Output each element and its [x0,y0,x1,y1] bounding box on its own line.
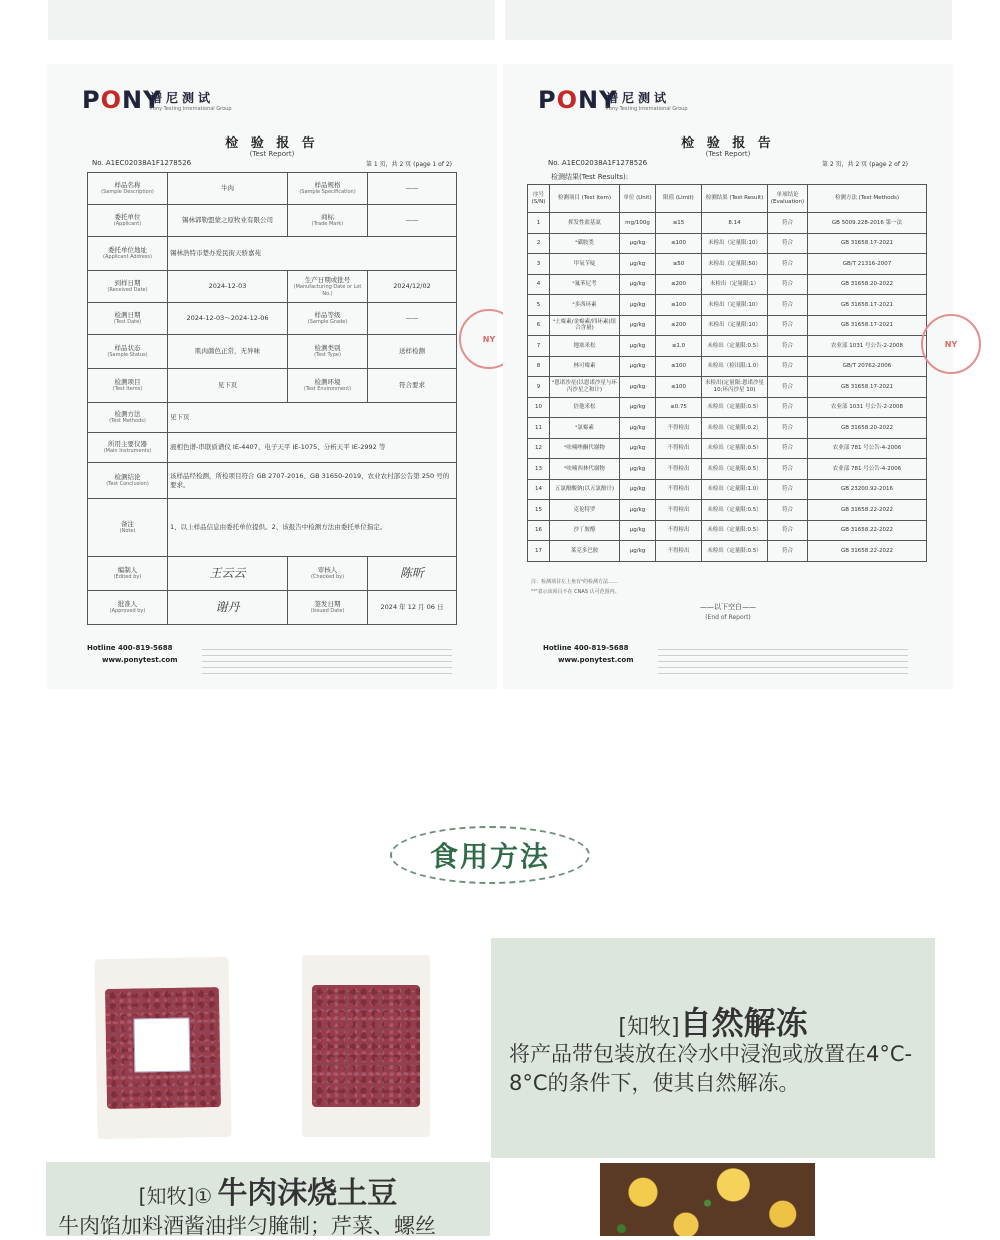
table-row [528,438,927,459]
table-cell: μg/kg [620,520,656,541]
hotline: Hotline 400-819-5688 [543,644,629,652]
minced-beef-icon [312,985,420,1107]
report-info-table [87,172,457,625]
table-row [528,233,927,254]
brand-en: Pony Testing International Group [150,106,232,112]
table-cell: μg/kg [620,397,656,418]
table-cell: GB 31658.17-2021 [808,295,927,316]
table-cell: ≤200 [656,315,702,336]
table-cell: 12 [528,438,550,459]
table-cell: 未检出（定量限:0.2） [702,418,768,439]
table-cell: μg/kg [620,418,656,439]
table-cell: ᵃ磺胺类 [550,233,620,254]
thaw-title: [知牧]自然解冻 [618,1004,808,1042]
table-cell: ≤1.0 [656,336,702,357]
table-row: 批准人 (Approved by) 谢丹 签发日期 (Issued Date) 2024 年 12 月 06 日 [88,591,457,625]
table-cell: 10 [528,397,550,418]
table-cell: 符合 [768,438,808,459]
recipe-text: 牛肉馅加料酒酱油拌匀腌制；芹菜、螺丝 [58,1214,436,1238]
table-cell: 符合 [768,520,808,541]
hotline: Hotline 400-819-5688 [87,644,173,652]
table-cell: 未检出（检出限:1.0） [702,356,768,377]
table-cell: ᵃ呋喃西林代谢物 [550,459,620,480]
table-cell: 符合 [768,213,808,234]
table-cell: 农业部 1031 号公告-2-2008 [808,397,927,418]
recipe-title: [知牧]① 牛肉沫烧土豆 [138,1176,398,1211]
table-cell: 7 [528,336,550,357]
results-table [527,184,927,562]
table-cell: GB 31658.17-2021 [808,315,927,336]
table-cell: GB 31658.20-2022 [808,274,927,295]
pony-logo: PONY [538,86,618,114]
table-cell: 17 [528,541,550,562]
table-cell: 莱克多巴胺 [550,541,620,562]
table-cell: 不得检出 [656,500,702,521]
thaw-text: 将产品带包装放在冷水中浸泡或放置在4°C-8°C的条件下，使其自然解冻。 [509,1042,913,1096]
table-cell: μg/kg [620,438,656,459]
report-subtitle: (Test Report) [249,150,295,158]
table-cell: 11 [528,418,550,439]
table-cell: GB 31658.22-2022 [808,520,927,541]
packaged-beef-image [94,957,231,1139]
table-cell: 13 [528,459,550,480]
table-cell: 8 [528,356,550,377]
table-cell: GB/T 20762-2006 [808,356,927,377]
table-row [528,356,927,377]
end-of-report: ——以下空白—— [700,603,756,611]
table-cell: GB 31658.20-2022 [808,418,927,439]
table-cell: 未检出（定量限:1.0） [702,479,768,500]
website: www.ponytest.com [558,656,634,664]
table-row: 备注 (Note) 1、以上样品信息由委托单位提供。2、该报告中检测方法由委托单位指定。 [88,499,457,557]
table-cell: 符合 [768,418,808,439]
report-title: 检 验 报 告 [681,136,775,151]
recipe-panel [46,1162,490,1236]
table-cell: μg/kg [620,356,656,377]
table-cell: 不得检出 [656,438,702,459]
table-row [528,418,927,439]
thaw-instructions-panel [491,938,935,1158]
test-report-page-2 [503,64,958,689]
table-cell: 甲氧苄啶 [550,254,620,275]
table-cell: 未检出（定量限:0.5） [702,336,768,357]
results-label: 检测结果(Test Results): [551,173,629,181]
table-cell: 挥发性盐基氮 [550,213,620,234]
table-cell: 不得检出 [656,479,702,500]
table-cell: 五氯酚酸钠(以五氯酚计) [550,479,620,500]
table-row: 样品状态 (Sample Status) 肌肉颜色正常，无异味 检测类别 (Test Type) 送样检测 [88,335,457,369]
table-cell: ᵃ呋喃唑酮代谢物 [550,438,620,459]
pony-logo: PONY [82,86,162,114]
table-cell: 沙丁胺醇 [550,520,620,541]
table-cell: GB 5009.228-2016 第一法 [808,213,927,234]
usage-method-badge [390,826,590,884]
page-indicator: 第 1 页，共 2 页 (page 1 of 2) [366,161,452,168]
table-row [528,397,927,418]
report-number: No. A1EC02038A1F1278526 [92,159,192,167]
table-cell: ≤0.75 [656,397,702,418]
table-cell: 未检出（定量限:0.5） [702,520,768,541]
table-cell: ≤50 [656,254,702,275]
table-cell: 符合 [768,315,808,336]
table-row [528,213,927,234]
table-cell: μg/kg [620,274,656,295]
table-cell: GB 31658.17-2021 [808,233,927,254]
table-row [528,377,927,398]
table-cell: 符合 [768,254,808,275]
table-row [528,541,927,562]
table-cell: 农业部 781 号公告-4-2006 [808,459,927,480]
table-row: 所用主要仪器 (Main Instruments) 液相色谱-串联质谱仪 IE-4407、电子天平 IE-1075、分析天平 IE-2992 等 [88,433,457,463]
table-row: 编制人 (Edited by) 王云云 审核人 (Checked by) 陈昕 [88,557,457,591]
table-cell: 倍他米松 [550,397,620,418]
footer-fine-print [658,644,908,674]
table-cell: 4 [528,274,550,295]
report-title: 检 验 报 告 [225,136,319,151]
table-cell: 符合 [768,459,808,480]
end-of-report-en: (End of Report) [705,614,751,621]
table-cell: 地塞米松 [550,336,620,357]
table-cell: 16 [528,520,550,541]
website: www.ponytest.com [102,656,178,664]
previous-image-strip-left [48,0,495,40]
table-cell: 符合 [768,233,808,254]
table-cell: 3 [528,254,550,275]
brand-en: Pony Testing International Group [606,106,688,112]
package-label [133,1018,190,1073]
table-row: 检测结论 (Test Conclusion) 该样品经检测，所检项目符合 GB 2707-2016、GB 31650-2019、农业农村部公告第 250 号的要求。 [88,463,457,499]
table-cell: ≤100 [656,233,702,254]
table-cell: 符合 [768,479,808,500]
test-report-page-1 [47,64,497,689]
table-cell: GB/T 21316-2007 [808,254,927,275]
table-cell: GB 23200.92-2016 [808,479,927,500]
table-cell: 14 [528,479,550,500]
table-row: 检测日期 (Test Date) 2024-12-03～2024-12-06 样品等级 (Sample Grade) —— [88,303,457,335]
table-cell: 符合 [768,541,808,562]
table-row [528,459,927,480]
table-row [528,336,927,357]
table-cell: ≤100 [656,377,702,398]
table-cell: 符合 [768,336,808,357]
table-cell: mg/100g [620,213,656,234]
table-cell: ᵃ氟苯尼考 [550,274,620,295]
table-row [528,520,927,541]
table-cell: 未检出(定量限:恩诺沙星 10;环丙沙星 10) [702,377,768,398]
table-cell: 未检出（定量限:0.5） [702,397,768,418]
table-cell: 8.14 [702,213,768,234]
table-row: 到样日期 (Received Date) 2024-12-03 生产日期或批号 (Manufacturing Date or Lot No.) 2024/12/02 [88,271,457,303]
table-cell: 5 [528,295,550,316]
usage-method-title: 食用方法 [429,840,550,873]
checker-signature: 陈昕 [368,557,457,591]
table-cell: GB 31658.22-2022 [808,500,927,521]
table-cell: 符合 [768,397,808,418]
table-cell: GB 31658.17-2021 [808,377,927,398]
footer-fine-print [202,644,452,674]
table-cell: 农业部 781 号公告-4-2006 [808,438,927,459]
table-row: 检测方法 (Test Methods) 见下页 [88,403,457,433]
table-cell: ᵃ氯霉素 [550,418,620,439]
table-cell: ᵃ土霉素/金霉素/四环素(组合含量) [550,315,620,336]
table-cell: 符合 [768,377,808,398]
table-cell: 克伦特罗 [550,500,620,521]
table-row [528,274,927,295]
issued-date: 2024 年 12 月 06 日 [368,591,457,625]
table-row [528,295,927,316]
table-cell: 6 [528,315,550,336]
beef-potato-dish-image [600,1163,815,1236]
table-row: 委托单位地址 (Applicant Address) 锡林浩特市楚办爱民街天骄嘉苑 [88,237,457,271]
table-cell: μg/kg [620,479,656,500]
table-cell: 符合 [768,274,808,295]
results-note: 注：检测项目左上角有ᵃ的检测方法…… [531,579,618,585]
table-cell: 1 [528,213,550,234]
table-cell: μg/kg [620,336,656,357]
table-cell: 未检出（定量限:10） [702,315,768,336]
table-row [528,479,927,500]
table-row [528,315,927,336]
table-cell: 不得检出 [656,459,702,480]
table-cell: 符合 [768,500,808,521]
report-number: No. A1EC02038A1F1278526 [548,159,648,167]
table-row: 样品名称 (Sample Description) 牛肉 样品规格 (Sample Specification) —— [88,173,457,205]
table-cell: μg/kg [620,459,656,480]
previous-image-strip-right [505,0,952,40]
table-header-row: 序号 (S/N) 检测项目 (Test Item) 单位 (Unit) 限值 (Limit) 检测结果 (Test Result) 单项结论 (Evaluation) 检测方法 (Test Methods) [528,185,927,213]
table-cell: 15 [528,500,550,521]
table-cell: ≤200 [656,274,702,295]
table-cell: μg/kg [620,315,656,336]
table-cell: 符合 [768,295,808,316]
table-cell: 不得检出 [656,520,702,541]
table-row: 委托单位 (Applicant) 锡林郭勒盟蒙之原牧业有限公司 商标 (Trade Mark) —— [88,205,457,237]
table-cell: μg/kg [620,541,656,562]
packaged-beef-back-image [302,955,430,1137]
table-cell: ≤15 [656,213,702,234]
table-cell: 未检出（定量限:1） [702,274,768,295]
table-cell: 未检出（定量限:10） [702,233,768,254]
table-row [528,500,927,521]
table-cell: 不得检出 [656,541,702,562]
table-cell: 未检出（定量限:0.5） [702,459,768,480]
report-subtitle: (Test Report) [705,150,751,158]
table-cell: GB 31658.22-2022 [808,541,927,562]
table-cell: 2 [528,233,550,254]
official-seal-icon: NY [921,314,981,374]
table-cell: 未检出（定量限:0.5） [702,438,768,459]
table-cell: μg/kg [620,500,656,521]
table-cell: 未检出（定量限:10） [702,295,768,316]
table-cell: ≤100 [656,295,702,316]
table-cell: μg/kg [620,377,656,398]
table-cell: 不得检出 [656,418,702,439]
table-cell: 9 [528,377,550,398]
table-cell: 未检出（定量限:0.5） [702,500,768,521]
table-cell: μg/kg [620,295,656,316]
table-row [528,254,927,275]
brand-cn: 谱尼测试 [150,91,215,105]
results-note: "ᵃ"表示该项目不在 CNAS 认可范围内。 [531,589,620,595]
editor-signature: 王云云 [168,557,288,591]
brand-cn: 谱尼测试 [606,91,671,105]
table-cell: 符合 [768,356,808,377]
official-seal-icon: NY [459,309,519,369]
table-cell: ᵃ恩诺沙星(以恩诺沙星与环丙沙星之和计) [550,377,620,398]
table-cell: 农业部 1031 号公告-2-2008 [808,336,927,357]
table-cell: μg/kg [620,254,656,275]
table-row: 检测项目 (Test Items) 见下页 检测环境 (Test Environment) 符合要求 [88,369,457,403]
approver-signature: 谢丹 [168,591,288,625]
page-indicator: 第 2 页，共 2 页 (page 2 of 2) [822,161,908,168]
table-cell: 未检出（定量限:50） [702,254,768,275]
table-cell: ᵃ多西环素 [550,295,620,316]
table-cell: μg/kg [620,233,656,254]
table-cell: ≤100 [656,356,702,377]
table-cell: 林可霉素 [550,356,620,377]
table-cell: 未检出（定量限:0.5） [702,541,768,562]
